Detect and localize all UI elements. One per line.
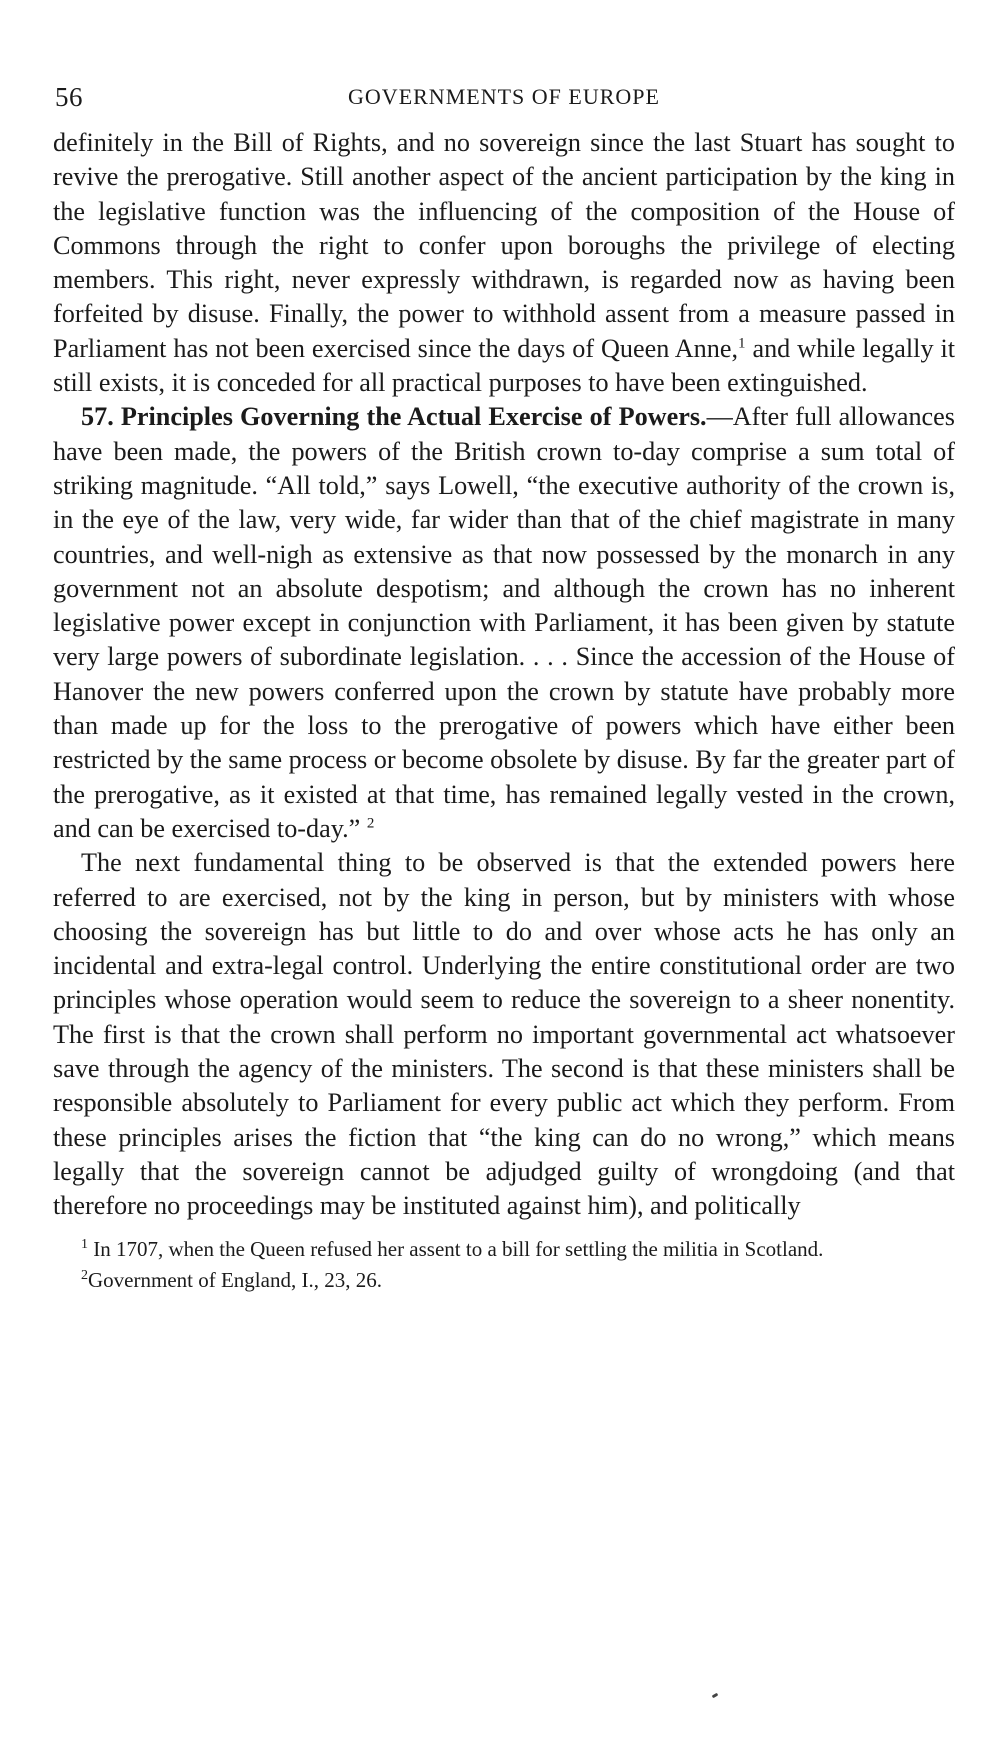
footnotes (53, 1236, 955, 1294)
page-number: 56 (55, 82, 83, 112)
ink-speck (712, 1693, 719, 1699)
page-header (53, 72, 955, 112)
book-page (53, 72, 955, 1298)
footnote-ref-2: 2 (366, 815, 375, 832)
paragraph-1-text-a: definitely in the Bill of Rights, and no sovereign since the last Stuart has sought to revive the prerogative. Still another aspect of the ancient participation by the king in the legislative function was the influencing of the composition of the House of Commons through the right to confer upon boroughs the privilege of electing members. This right, never expressly withdrawn, is regarded now as having been forfeited by disuse. Finally, the power to withhold assent from a measure passed in Parliament has not been exercised since the days of Queen Anne, (53, 128, 955, 363)
footnote-1 (53, 1236, 955, 1263)
body-text (53, 126, 955, 1224)
footnote-2-text: Government of England, I., 23, 26. (88, 1267, 382, 1292)
paragraph-2-text: —After full allowances have been made, the powers of the British crown to-day comprise a sum total of striking magnitude. “All told,” says Lowell, “the executive authority of the crown is, in the eye of the law, very wide, far wider than that of the chief magistrate in many countries, and well-nigh as extensive as that now possessed by the monarch in any government not an absolute despotism; and although the crown has no inherent legislative power except in conjunction with Parliament, it has been given by statute very large powers of subordinate legislation. . . . Since the accession of the House of Hanover the new powers conferred upon the crown by statute have probably more than made up for the loss to the prerogative of powers which have either been restricted by the same process or become obsolete by disuse. By far the greater part of the prerogative, as it existed at that time, has remained legally vested in the crown, and can be exercised to-day.” (53, 402, 955, 843)
footnote-1-mark: 1 (81, 1236, 88, 1252)
footnote-1-text: In 1707, when the Queen refused her assent to a bill for settling the militia in Scotland. (93, 1236, 824, 1261)
paragraph-1-text-b: and while legally it still exists, it is conceded for all practical purposes to have been extinguished. (53, 333, 956, 398)
running-title: GOVERNMENTS OF EUROPE (348, 84, 660, 109)
paragraph-3-text: The next fundamental thing to be observed is that the extended powers here referred to are exercised, not by the king in person, but by ministers with whose choosing the sovereign has but little to do and over whose acts he has only an incidental and extra-legal control. Underlying the entire constitutional order are two principles whose operation would seem to reduce the sovereign to a sheer nonentity. The first is that the crown shall perform no important governmental act whatsoever save through the agency of the ministers. The second is that these ministers shall be responsible absolutely to Parliament for every public act which they perform. From these principles arises the fiction that “the king can do no wrong,” which means legally that the sovereign cannot be adjudged guilty of wrongdoing (and that therefore no proceedings may be instituted against him), and politically (53, 848, 955, 1221)
footnote-2-mark: 2 (81, 1267, 88, 1283)
footnote-2 (53, 1267, 955, 1294)
paragraph-3 (53, 846, 955, 1223)
section-heading: 57. Principles Governing the Actual Exercise of Powers. (81, 402, 707, 432)
paragraph-1 (53, 126, 955, 400)
footnote-ref-1: 1 (738, 335, 746, 352)
paragraph-2 (53, 400, 955, 846)
